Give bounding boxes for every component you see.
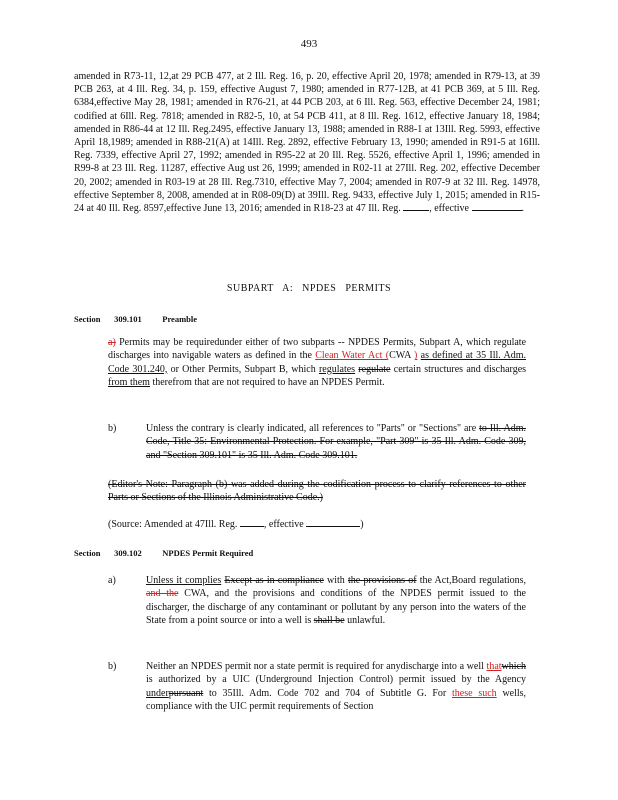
paragraph-text: to 35Ill. Adm. Code 702 and 704 of Subtitle G. For xyxy=(209,687,447,699)
deleted-text: the provisions of xyxy=(347,575,417,586)
deleted-text: which xyxy=(501,661,526,672)
source-effective-label: effective xyxy=(268,519,304,530)
editors-note xyxy=(108,478,526,505)
inserted-text: that xyxy=(486,661,502,672)
inserted-text: from them xyxy=(108,377,150,389)
history-text: amended in R73-11, 12,at 29 PCB 477, at 2 Ill. Reg. 16, p. 20, effective April 20, 1978; amended in R79-13, at 39 PCB 263, at 4 Ill. Reg. 34, p. 159, effective August 7, 1980; amended in R77-12B, at 41 PCB 369, at 5 Ill. Reg. 6384,effective May 28, 1981; amended in R76-21, at 44 PCB 203, at 6 Ill. Reg. 563, effective December 24, 1981; codified at 6Ill. Reg. 7818; amended in R82-5, 10, at 54 PCB 411, at 8 Ill. Reg. 1612, effective January 18, 1984; amended in R86-44 at 12 Ill. Reg.2495, effective January 13, 1988; amended in R88-1 at 13Ill. Reg. 5993, effective April 18,1989; amended in R88-21(A) at 14Ill. Reg. 2892, effective February 13, 1990; amended in R91-5 at 16Ill. Reg. 7339, effective April 27, 1992; amended in R95-22 at 20 Ill. Reg. 5526, effective April 1, 1996; amended in R99-8 at 23 Ill. Reg. 11287, effective Aug ust 26, 1999; amended in R02-11 at 27Ill. Reg. 202, effective December 20, 2002; amended in R03-19 at 28 Ill. Reg.7310, effective May 7, 2004; amended in R07-9 at 32 Ill. Reg. 14978, effective September 8, 2008, amended at in R08-09(D) at 39Ill. Reg. 9433, effective July 1, 2015; amended in R15-24 at 40 Ill. Reg. 8597,effective June 13, 2016; amended in R18-23 at 47 Ill. Reg. xyxy=(74,71,540,215)
paragraph-101-b xyxy=(108,422,526,462)
deleted-text: pursuant xyxy=(168,687,204,699)
paragraph-text: unlawful. xyxy=(347,615,386,627)
deleted-text: and the xyxy=(146,588,179,600)
paragraph-label: b) xyxy=(108,661,117,672)
section-label: Section xyxy=(74,314,101,324)
deleted-label: a) xyxy=(108,337,116,348)
deleted-text: to Ill. Adm. Code, Title 35: Environmental Protection. For example, "Part 309" is 35 Ill. Adm. Code 309, and "Section 309.101" is 35 Ill. Adm. Code 309.101. xyxy=(146,423,526,461)
paragraph-text: therefrom that are not required to have an NPDES Permit. xyxy=(152,377,385,389)
section-label: Section xyxy=(74,548,101,558)
inserted-text: as defined at 35 Ill. Adm. Code 301.240, xyxy=(108,350,526,375)
paragraph-text: certain structures and discharges xyxy=(393,363,527,375)
inserted-text: these such xyxy=(452,687,497,699)
deleted-text: shall be xyxy=(313,615,345,627)
section-title: NPDES Permit Required xyxy=(162,548,254,558)
deleted-text: Except as in compliance xyxy=(224,575,324,586)
inserted-text: Clean Water Act ( xyxy=(315,350,390,362)
paragraph-label: a) xyxy=(108,575,116,586)
inserted-text: regulates xyxy=(318,363,356,375)
paragraph-text: Permits may be requiredunder either of two subparts -- NPDES Permits, Subpart A, which regulate discharges into navigable waters as defined in the xyxy=(108,337,527,362)
paragraph-text: CWA, and the provisions and conditions of the NPDES permit issued to the discharger, the discharge of any contaminant or pollutant by any person into the waters of the State from a point source or into a well is xyxy=(146,588,526,627)
paragraph-102-a xyxy=(108,574,526,628)
history-effective-label: effective xyxy=(434,203,469,215)
paragraph-text: Neither an NPDES permit nor a state permit is required for anydischarge into a well xyxy=(146,661,484,672)
reg-blank xyxy=(403,202,429,211)
paragraph-text: CWA xyxy=(389,350,411,362)
inserted-text: ) xyxy=(414,350,418,362)
editors-note-text: (Editor's Note: Paragraph (b) was added during the codification process to clarify references to other Parts or Sections of the Illinois Administrative Code.) xyxy=(108,479,526,504)
section-heading-309-102 xyxy=(74,548,253,558)
paragraph-101-a xyxy=(108,336,526,390)
section-number: 309.102 xyxy=(114,548,142,558)
reg-blank xyxy=(240,518,264,527)
paragraph-label: b) xyxy=(108,423,117,434)
source-text: (Source: Amended at 47Ill. Reg. xyxy=(108,519,238,530)
paragraph-text: with xyxy=(327,575,345,586)
paragraph-102-b xyxy=(108,660,526,714)
effective-blank xyxy=(306,518,360,527)
paragraph-text: the Act,Board regulations, xyxy=(419,575,527,586)
inserted-text: under xyxy=(146,687,169,699)
source-note: (Source: Amended at 47Ill. Reg. , effective ) xyxy=(108,519,364,530)
page-number: 493 xyxy=(300,38,318,50)
section-heading-309-101 xyxy=(74,314,197,324)
inserted-text: Unless it complies xyxy=(146,575,222,586)
paragraph-text: or Other Permits, Subpart B, which xyxy=(170,363,316,375)
section-number: 309.101 xyxy=(114,314,142,324)
paragraph-text: Unless the contrary is clearly indicated, all references to "Parts" or "Sections" are xyxy=(146,423,477,434)
history-note: amended in R73-11, 12,at 29 PCB 477, at 2 Ill. Reg. 16, p. 20, effective April 20, 1978; amended in R79-13, at 39 PCB 263, at 4 Ill. Reg. 34, p. 159, effective August 7, 1980; amended in R77-12B, at 41 PCB 369, at 5 Ill. Reg. 6384,effective May 28, 1981; amended in R76-21, at 44 PCB 203, at 6 Ill. Reg. 563, effective December 24, 1981; codified at 6Ill. Reg. 7818; amended in R82-5, 10, at 54 PCB 411, at 8 Ill. Reg. 1612, effective January 18, 1984; amended in R86-44 at 12 Ill. Reg.2495, effective January 13, 1988; amended in R88-1 at 13Ill. Reg. 5993, effective April 18,1989; amended in R88-21(A) at 14Ill. Reg. 2892, effective February 13, 1990; amended in R91-5 at 16Ill. Reg. 7339, effective April 27, 1992; amended in R95-22 at 20 Ill. Reg. 5526, effective April 1, 1996; amended in R99-8 at 23 Ill. Reg. 11287, effective Aug ust 26, 1999; amended in R02-11 at 27Ill. Reg. 202, effective December 20, 2002; amended in R03-19 at 28 Ill. Reg.7310, effective May 7, 2004; amended in R07-9 at 32 Ill. Reg. 14978, effective September 8, 2008, amended at in R08-09(D) at 39Ill. Reg. 9433, effective July 1, 2015; amended in R15-24 at 40 Ill. Reg. 8597,effective June 13, 2016; amended in R18-23 at 47 Ill. Reg. , effective . xyxy=(74,71,540,215)
paragraph-text: wells, compliance with the UIC permit requirements of Section xyxy=(146,687,527,713)
paragraph-text: is authorized by a UIC (Underground Injection Control) permit issued by the Agency xyxy=(146,674,526,686)
section-title: Preamble xyxy=(162,314,198,324)
subpart-title: SUBPART A: NPDES PERMITS xyxy=(226,283,392,294)
deleted-text: regulate xyxy=(358,363,391,375)
source-close: ) xyxy=(360,519,364,530)
effective-blank xyxy=(472,202,522,211)
